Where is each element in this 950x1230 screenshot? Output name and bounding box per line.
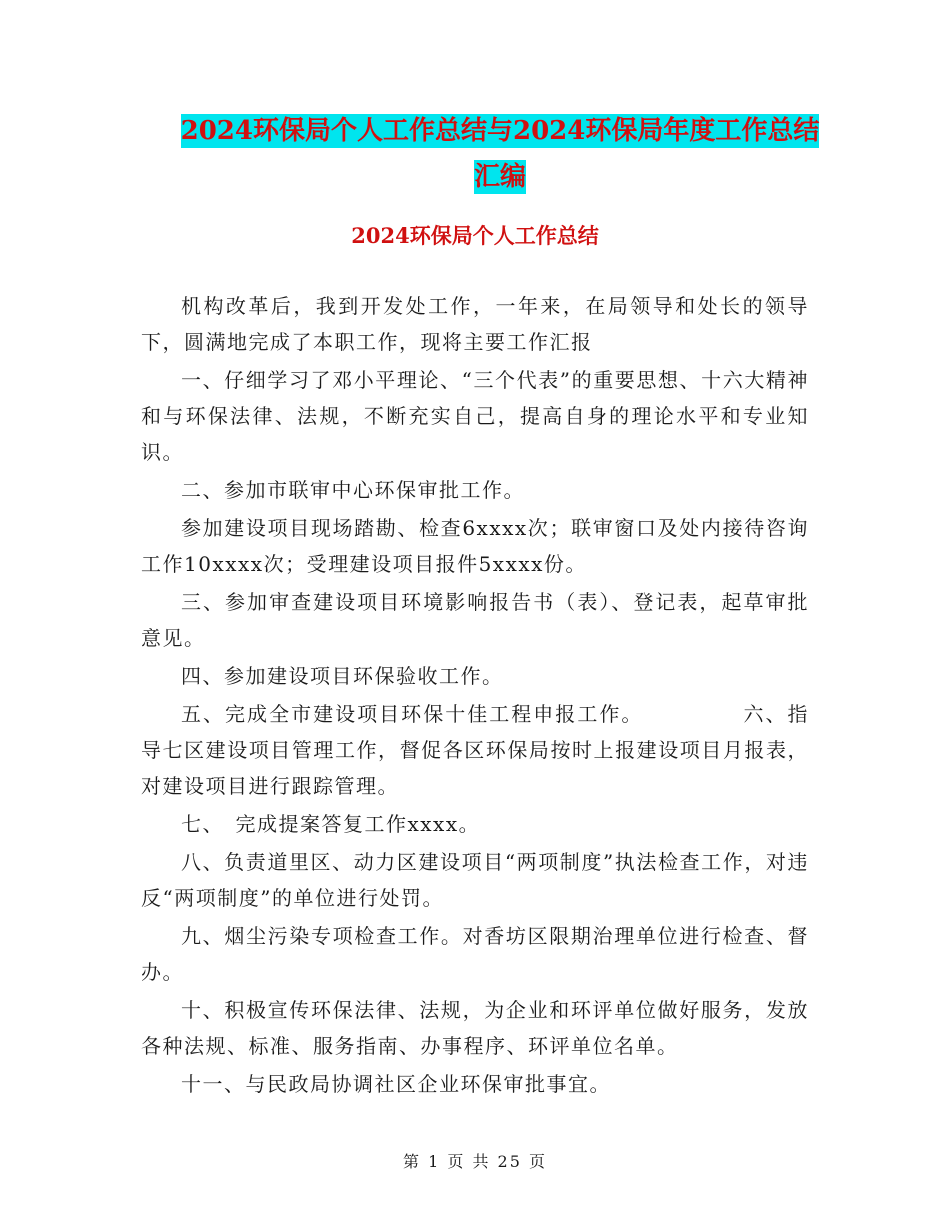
document-title-line-1: 2024环保局个人工作总结与2024环保局年度工作总结 bbox=[180, 116, 820, 146]
paragraph-item-3: 三、参加审查建设项目环境影响报告书（表）、登记表，起草审批意见。 bbox=[141, 590, 809, 650]
paragraph-item-10: 十、积极宣传环保法律、法规，为企业和环评单位做好服务，发放各种法规、标准、服务指南、办事程序、环评单位名单。 bbox=[141, 998, 809, 1058]
paragraph-item-9: 九、烟尘污染专项检查工作。对香坊区限期治理单位进行检查、督办。 bbox=[141, 924, 809, 984]
paragraph-item-7: 七、 完成提案答复工作xxxx。 bbox=[181, 812, 481, 836]
paragraph-intro: 机构改革后，我到开发处工作，一年来，在局领导和处长的领导下，圆满地完成了本职工作，现将主要工作汇报 bbox=[141, 294, 809, 354]
paragraph-item-2-detail: 参加建设项目现场踏勘、检查6xxxx次；联审窗口及处内接待咨询工作10xxxx次；受理建设项目报件5xxxx份。 bbox=[141, 516, 809, 576]
page-footer: 第 1 页 共 25 页 bbox=[403, 1152, 547, 1171]
document-body bbox=[141, 288, 809, 1104]
paragraph-item-8: 八、负责道里区、动力区建设项目“两项制度”执法检查工作，对违反“两项制度”的单位进行处罚。 bbox=[141, 850, 809, 910]
paragraph-item-2: 二、参加市联审中心环保审批工作。 bbox=[181, 478, 525, 502]
paragraph-item-1: 一、仔细学习了邓小平理论、“三个代表”的重要思想、十六大精神和与环保法律、法规，不断充实自己，提高自身的理论水平和专业知识。 bbox=[141, 368, 809, 464]
document-title-line-2: 汇编 bbox=[473, 162, 526, 192]
paragraph-item-4: 四、参加建设项目环保验收工作。 bbox=[181, 664, 504, 688]
document-title bbox=[140, 108, 860, 200]
section-title: 2024环保局个人工作总结 bbox=[351, 223, 599, 248]
paragraph-item-11: 十一、与民政局协调社区企业环保审批事宜。 bbox=[181, 1072, 611, 1096]
paragraph-item-5-6: 五、完成全市建设项目环保十佳工程申报工作。 六、指导七区建设项目管理工作，督促各区环保局按时上报建设项目月报表，对建设项目进行跟踪管理。 bbox=[141, 702, 809, 798]
